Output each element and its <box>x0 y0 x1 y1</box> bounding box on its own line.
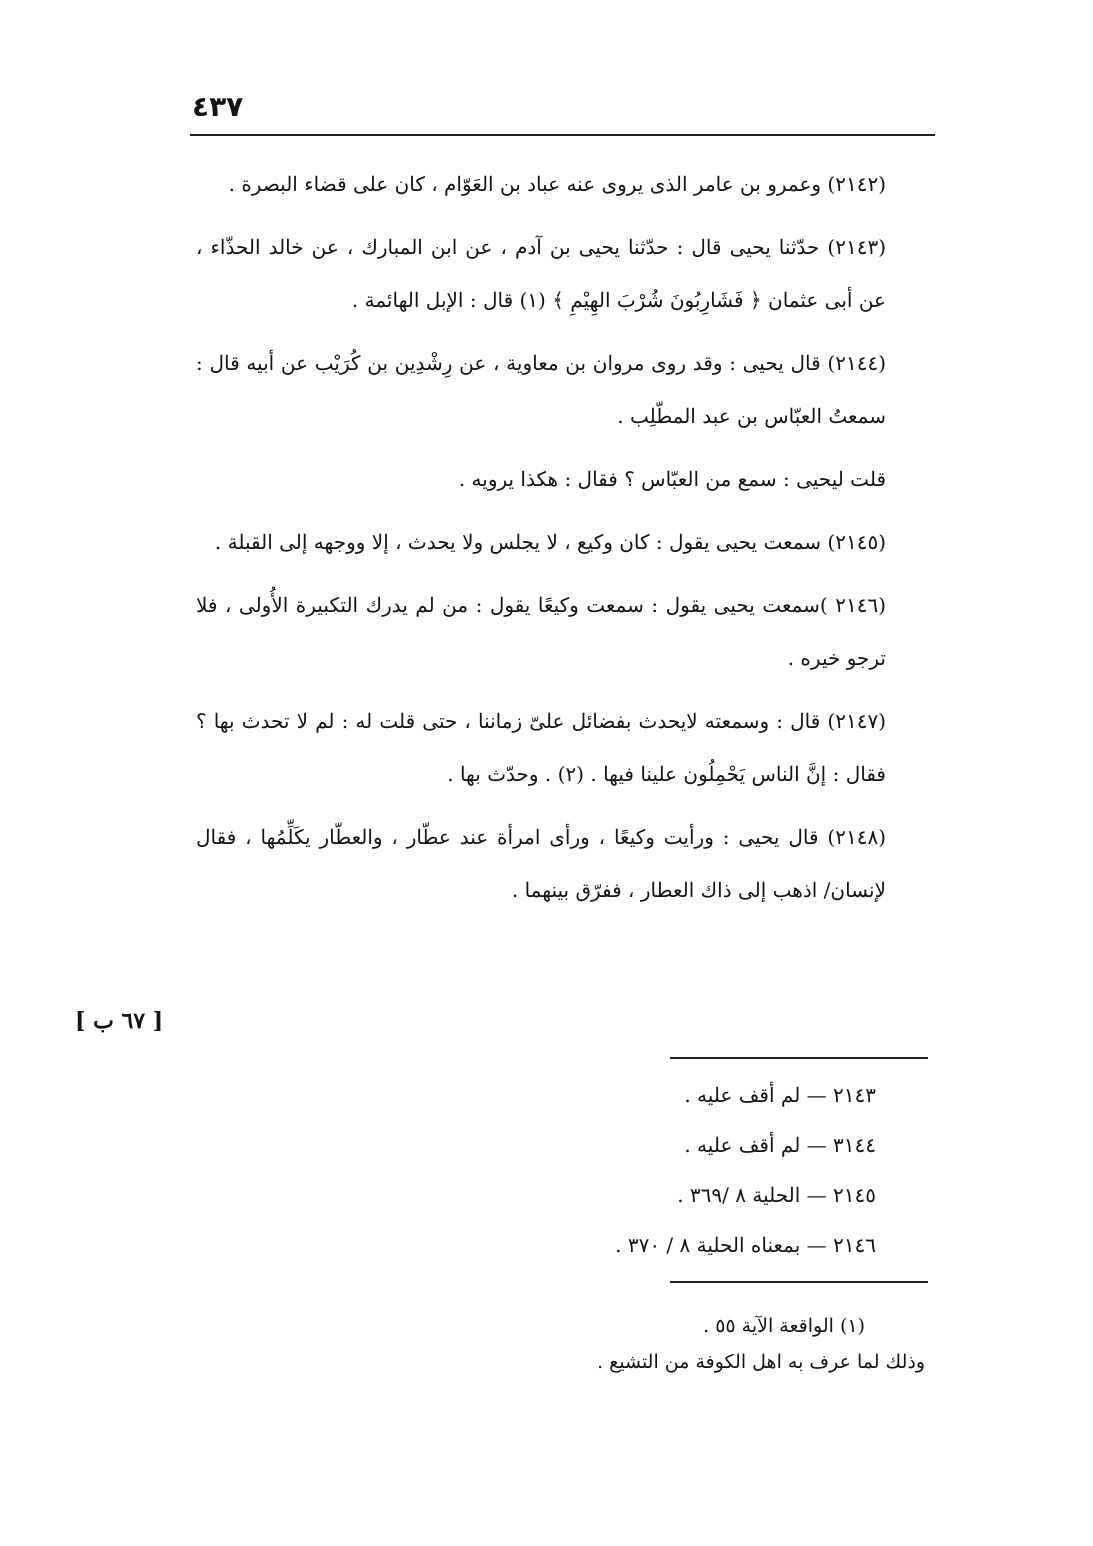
paragraph-2142: (٢١٤٢) وعمرو بن عامر الذى يروى عنه عباد بن العَوّام ، كان على قضاء البصرة . <box>228 172 886 196</box>
paragraph-question: قلت ليحيى : سمع من العبّاس ؟ فقال : هكذا يرويه . <box>458 467 886 491</box>
footnote-1: (١) الواقعة الآية ٥٥ . <box>703 1315 865 1337</box>
footnotes <box>420 1308 925 1380</box>
folio-margin-note: [ ٦٧ ب ] <box>75 1008 164 1034</box>
paragraph-2148: (٢١٤٨) قال يحيى : ورأيت وكيعًا ، ورأى امرأة عند عطّار ، والعطّار يكَلِّمُها ، فقال لإنسان/ اذهب إلى ذاك العطار ، ففرّق بينهما . <box>196 825 886 902</box>
main-text <box>196 158 931 927</box>
references-rule <box>670 1057 928 1059</box>
reference-item: ٢١٤٣ — لم أقف عليه . <box>684 1083 876 1107</box>
paragraph-2146: (٢١٤٦ )سمعت يحيى يقول : سمعت وكيعًا يقول : من لم يدرك التكبيرة الأُولى ، فلا ترجو خيره . <box>196 593 886 670</box>
footnote-2: وذلك لما عرف به اهل الكوفة من التشيع . <box>597 1351 925 1373</box>
reference-item: ٢١٤٥ — الحلية ٨ /٣٦٩ . <box>677 1183 876 1207</box>
references-list <box>500 1070 876 1270</box>
paragraph-2147: (٢١٤٧) قال : وسمعته لايحدث بفضائل علىّ زماننا ، حتى قلت له : لم لا تحدث بها ؟ فقال : إنَّ الناس يَحْمِلُون علينا فيها . (٢) . وحدّث بها . <box>196 709 886 786</box>
page-number: ٤٣٧ <box>192 90 244 123</box>
paragraph-2144: (٢١٤٤) قال يحيى : وقد روى مروان بن معاوية ، عن رِشْدِين بن كُرَيْب عن أبيه قال : سمعتُ العبّاس بن عبد المطّلِب . <box>196 351 886 428</box>
footnotes-rule <box>670 1281 928 1283</box>
reference-item: ٣١٤٤ — لم أقف عليه . <box>684 1133 876 1157</box>
header-rule <box>190 134 935 136</box>
reference-item: ٢١٤٦ — بمعناه الحلية ٨ / ٣٧٠ . <box>615 1233 876 1257</box>
paragraph-2145: (٢١٤٥) سمعت يحيى يقول : كان وكيع ، لا يجلس ولا يحدث ، إلا ووجهه إلى القبلة . <box>214 530 886 554</box>
paragraph-2143: (٢١٤٣) حدّثنا يحيى قال : حدّثنا يحيى بن آدم ، عن ابن المبارك ، عن خالد الحذّاء ، عن أبى عثمان ﴿ فَشَارِبُونَ شُرْبَ الهِيْمِ ﴾ (١) قال : الإبل الهائمة . <box>196 235 886 312</box>
